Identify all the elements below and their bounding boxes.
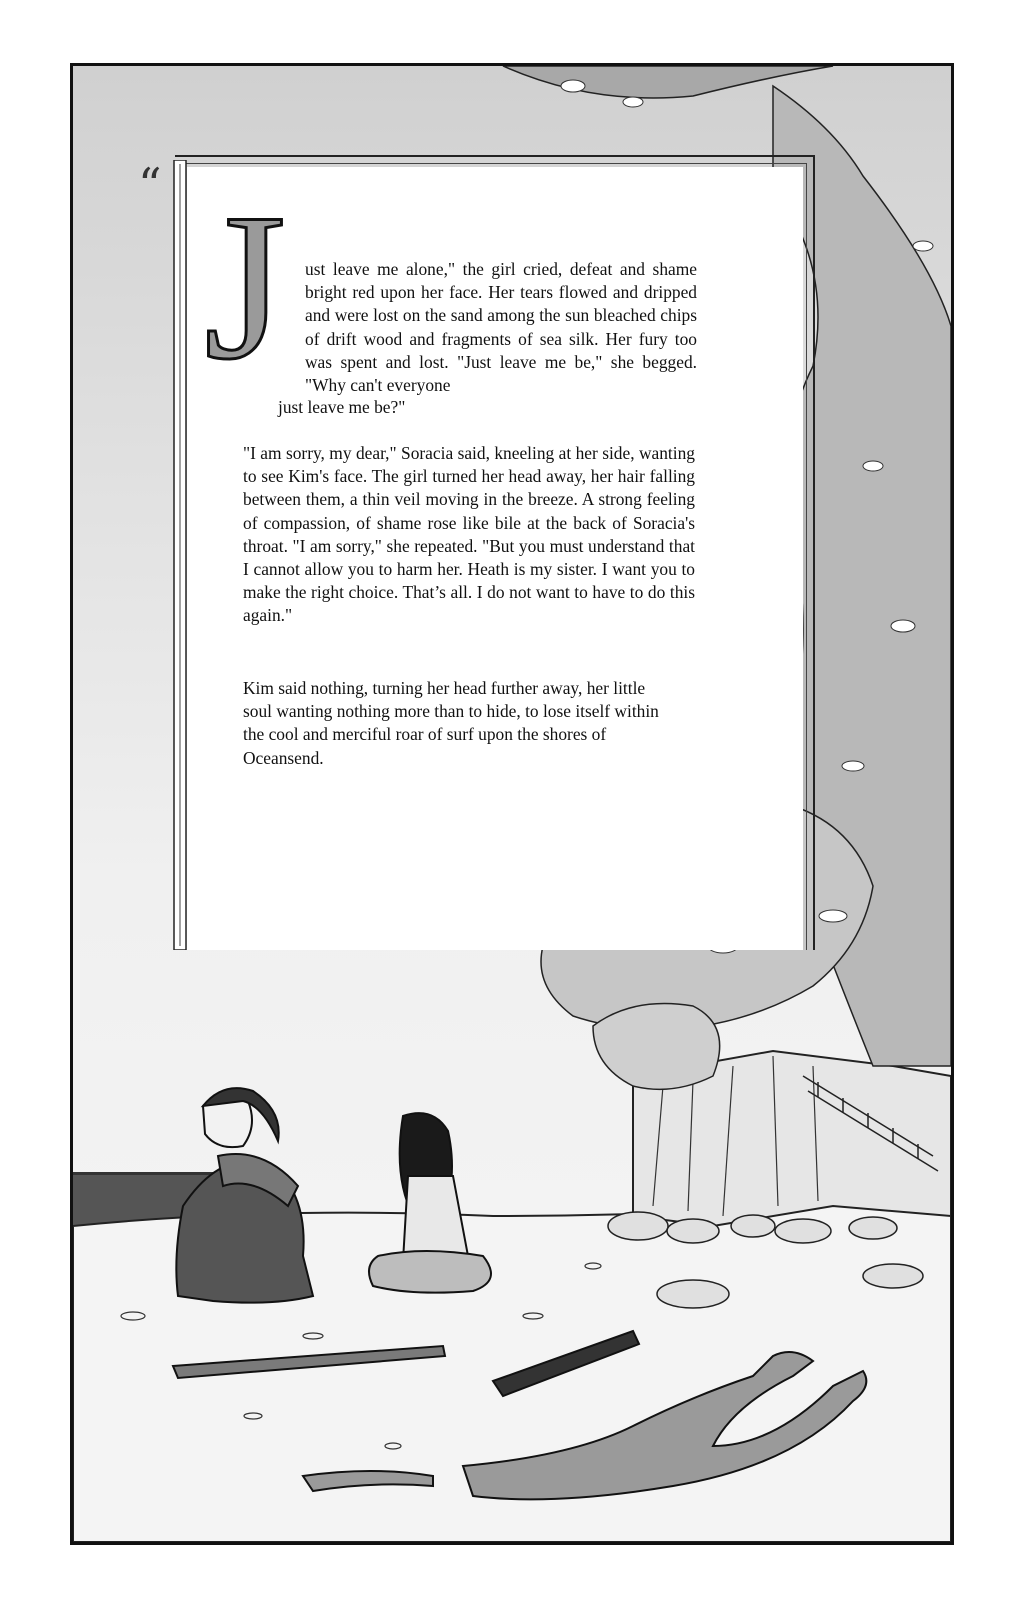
ornamental-left-rule bbox=[172, 160, 188, 950]
svg-text:J: J bbox=[204, 185, 286, 375]
opening-quote-mark: “ bbox=[138, 158, 162, 212]
paragraph-2: "I am sorry, my dear," Soracia said, kneeling at her side, wanting to see Kim's face. The girl turned her head away, her hair falling between them, a thin veil moving in the breeze. A strong feeling of compassion, of shame rose like bile at the back of Soracia's throat. "I am sorry," she repeated. "But you must understand that I cannot allow you to harm her. Heath is my sister. I want you to make the right choice. That’s all. I do not want to have to do this again." bbox=[243, 443, 695, 626]
paragraph-3: Kim said nothing, turning her head further away, her little soul wanting nothing more than to hide, to lose itself within the cool and merciful roar of surf upon the shores of Oceansend. bbox=[243, 678, 659, 768]
paragraph-1: ust leave me alone," the girl cried, defeat and shame bright red upon her face. Her tears flowed and dripped and were lost on the sand among the sun bleached chips of drift wood and fragments of sea silk. Her fury too was spent and lost. "Just leave me be," she begged. "Why can't everyone bbox=[305, 259, 697, 396]
drop-cap-letter bbox=[200, 185, 290, 375]
kneeling-girl-figure bbox=[369, 1113, 491, 1293]
paragraph-1-tail: just leave me be?" bbox=[278, 397, 406, 417]
kneeling-woman-figure bbox=[176, 1088, 313, 1303]
